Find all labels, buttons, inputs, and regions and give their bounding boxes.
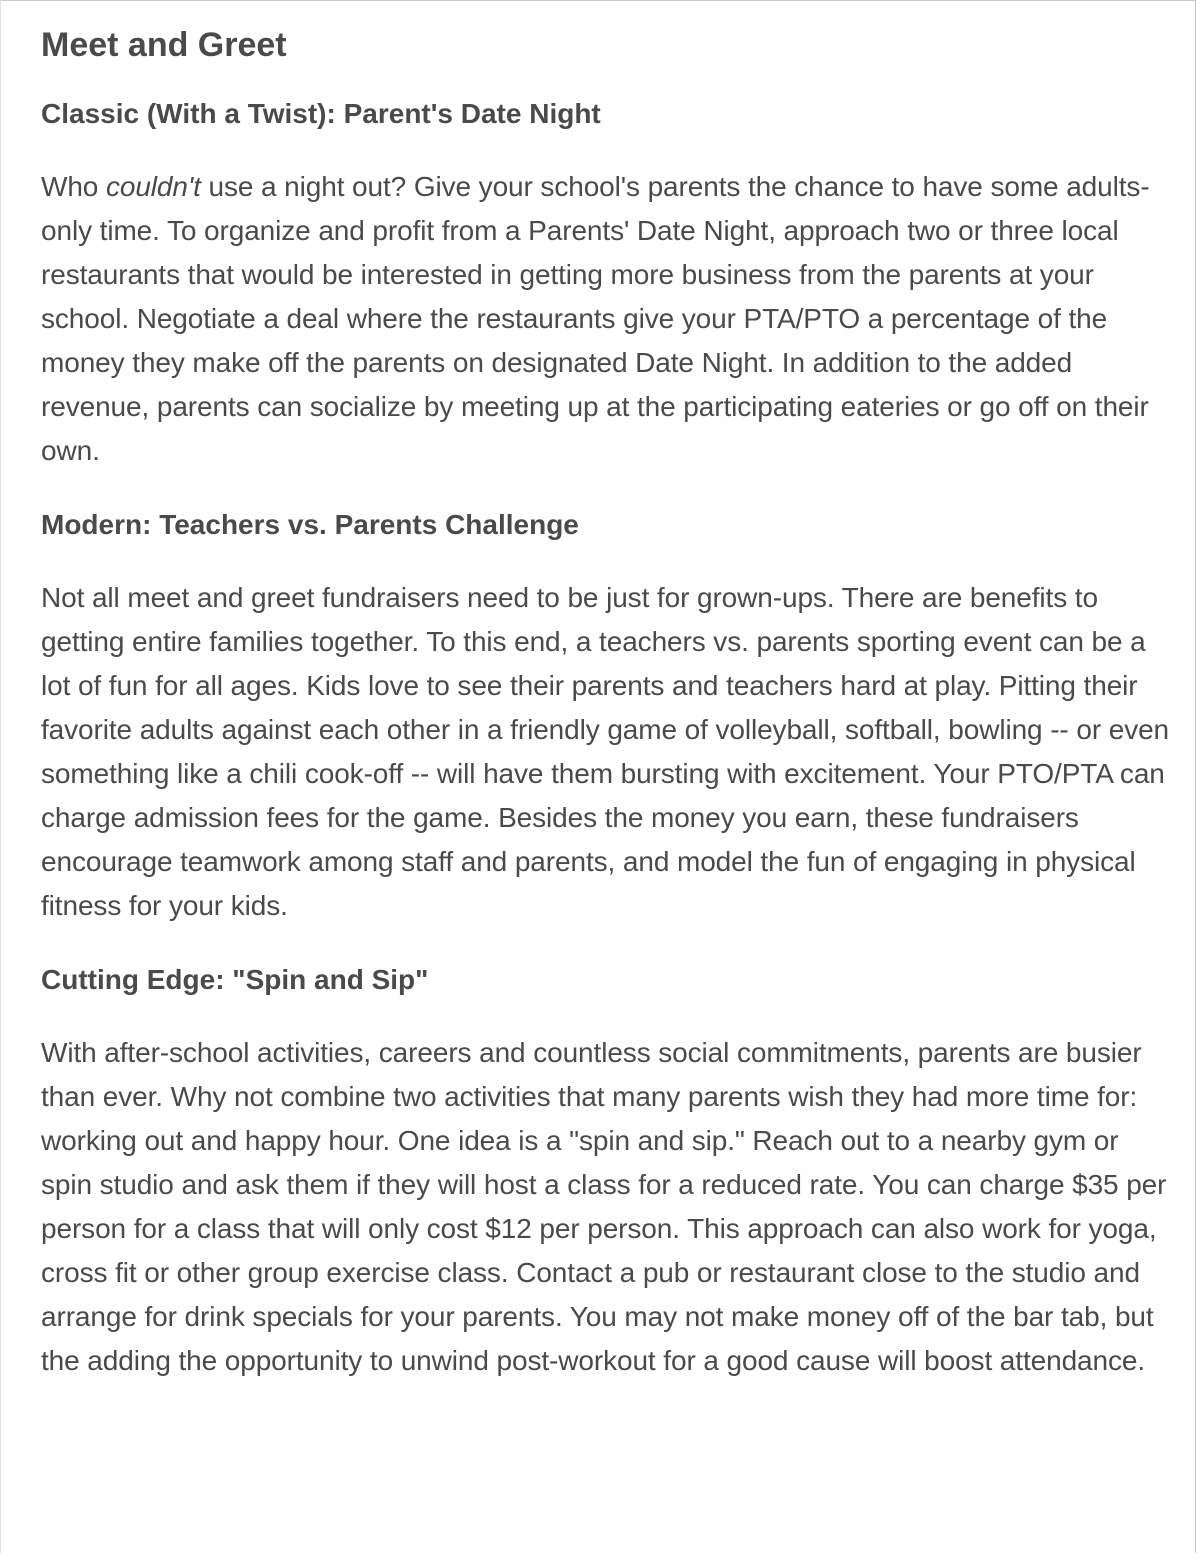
section-body-spin-and-sip: With after-school activities, careers and countless social commitments, parents are busier than ever. Why not combine two activities that many parents wish they had more time for: working out and happy hour. One idea is a "spin and sip." Reach out to a nearby gym or spin studio and ask them if they will host a class for a reduced rate. You can charge $35 per person for a class that will only cost $12 per person. This approach can also work for yoga, cross fit or other group exercise class. Contact a pub or restaurant close to the studio and arrange for drink specials for your parents. You may not make money off of the bar tab, but the adding the opportunity to unwind post-workout for a good cause will boost attendance. (41, 1037, 1167, 1376)
section-body-date-night (41, 165, 1171, 473)
article-content (41, 23, 1171, 1383)
page-title: Meet and Greet (41, 26, 287, 64)
section-title-spin-and-sip: Cutting Edge: "Spin and Sip" (41, 964, 429, 995)
section-title-teachers-vs-parents: Modern: Teachers vs. Parents Challenge (41, 509, 579, 540)
section-body-teachers-vs-parents: Not all meet and greet fundraisers need to be just for grown-ups. There are benefits to getting entire families together. To this end, a teachers vs. parents sporting event can be a lot of fun for all ages. Kids love to see their parents and teachers hard at play. Pitting their favorite adults against each other in a friendly game of volleyball, softball, bowling -- or even something like a chili cook-off -- will have them bursting with excitement. Your PTO/PTA can charge admission fees for the game. Besides the money you earn, these fundraisers encourage teamwork among staff and parents, and model the fun of engaging in physical fitness for your kids. (41, 582, 1170, 921)
body-text-emphasis: couldn't (105, 171, 201, 202)
section-title-date-night: Classic (With a Twist): Parent's Date Night (41, 98, 601, 129)
body-text-rest: use a night out? Give your school's parents the chance to have some adults-only time. To organize and profit from a Parents' Date Night, approach two or three local restaurants that would be interested in getting more business from the parents at your school. Negotiate a deal where the restaurants give your PTA/PTO a percentage of the money they make off the parents on designated Date Night. In addition to the added revenue, parents can socialize by meeting up at the participating eateries or go off on their own. (41, 171, 1150, 466)
body-text-lead: Who (41, 171, 106, 202)
